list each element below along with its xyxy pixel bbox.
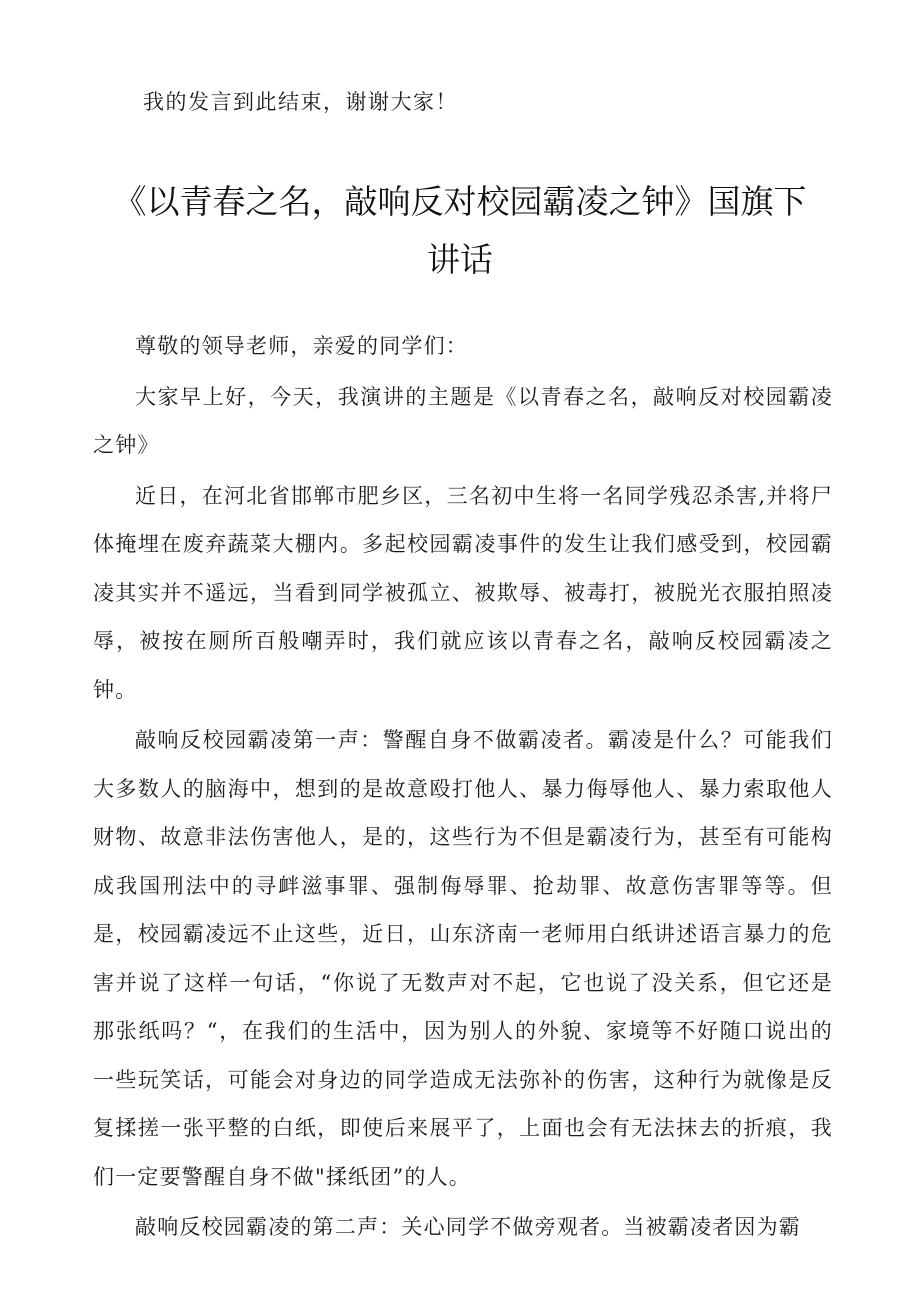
- salutation-paragraph: 尊敬的领导老师，亲爱的同学们：: [135, 334, 468, 358]
- speech-title: [90, 173, 830, 289]
- speech-title-line-2: 讲话: [427, 240, 493, 279]
- greeting-paragraph: 大家早上好，今天，我演讲的主题是《以青春之名，敲响反对校园霸凌之钟》: [93, 384, 833, 457]
- closing-line: 我的发言到此结束，谢谢大家！: [143, 90, 458, 114]
- incident-paragraph: 近日，在河北省邯郸市肥乡区，三名初中生将一名同学残忍杀害,并将尸体掩埋在废弃蔬菜大棚内。多起校园霸凌事件的发生让我们感受到，校园霸凌其实并不遥远，当看到同学被孤立、被欺辱、被毒打，被脱光衣服拍照凌辱，被按在厕所百般嘲弄时，我们就应该以青春之名，敲响反校园霸凌之钟。: [93, 483, 833, 702]
- speech-title-line-1: 《以青春之名，敲响反对校园霸凌之钟》国旗下: [113, 182, 807, 221]
- first-call-paragraph: 敲响反校园霸凌第一声：警醒自身不做霸凌者。霸凌是什么？可能我们大多数人的脑海中，想到的是故意殴打他人、暴力侮辱他人、暴力索取他人财物、故意非法伤害他人，是的，这些行为不但是霸凌行为，甚至有可能构成我国刑法中的寻衅滋事罪、强制侮辱罪、抢劫罪、故意伤害罪等等。但是，校园霸凌远不止这些，近日，山东济南一老师用白纸讲述语言暴力的危害并说了这样一句话，“你说了无数声对不起，它也说了没关系，但它还是那张纸吗？“，在我们的生活中，因为别人的外貌、家境等不好随口说出的一些玩笑话，可能会对身边的同学造成无法弥补的伤害，这种行为就像是反复揉搓一张平整的白纸，即使后来展平了，上面也会有无法抹去的折痕，我们一定要警醒自身不做"揉纸团”的人。: [93, 728, 833, 1189]
- second-call-paragraph: 敲响反校园霸凌的第二声：关心同学不做旁观者。当被霸凌者因为霸: [135, 1215, 801, 1239]
- speech-body: [93, 322, 833, 1254]
